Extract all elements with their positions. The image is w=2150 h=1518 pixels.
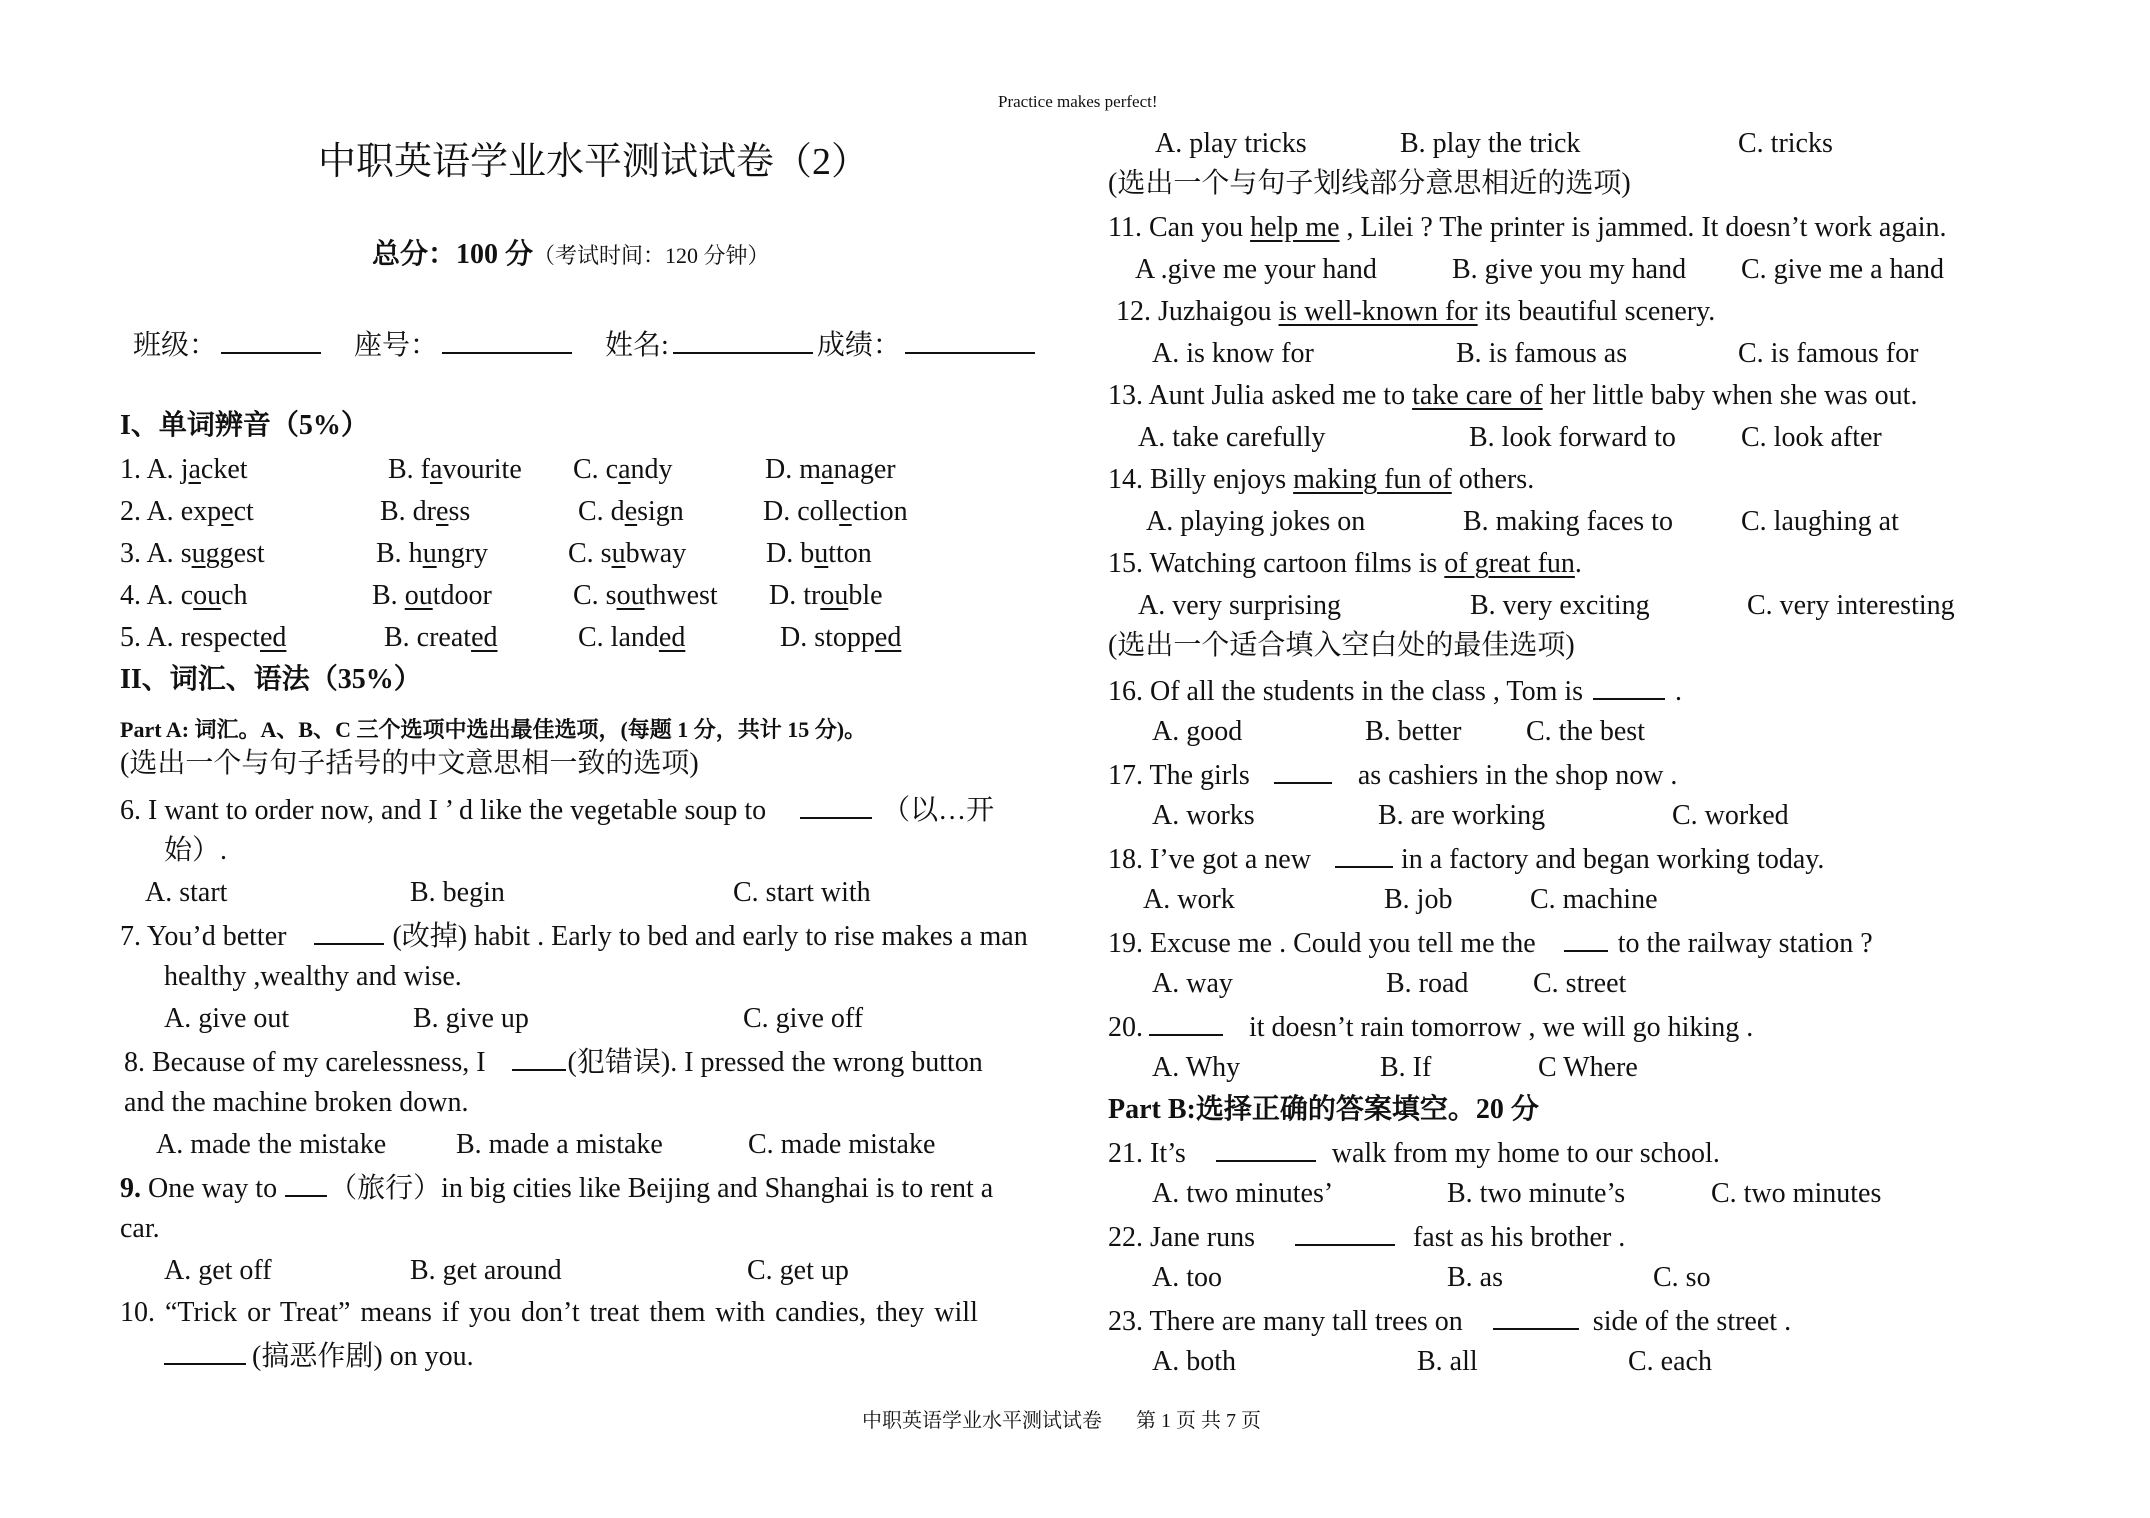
q12-option-b: B. is famous as	[1456, 338, 1628, 369]
q18-option-b: B. job	[1384, 884, 1453, 915]
q14-option-a: A. playing jokes on	[1146, 506, 1366, 537]
part-b-heading: Part B:选择正确的答案填空。20 分	[1108, 1094, 1539, 1125]
q22-option-c: C. so	[1653, 1262, 1711, 1293]
s1-row-3-c: C. subway	[568, 538, 687, 569]
q6-option-b: B. begin	[410, 877, 505, 908]
q13-option-c: C. look after	[1741, 422, 1882, 453]
class-label: 班级：	[133, 330, 218, 361]
seat-field[interactable]	[442, 330, 572, 354]
q12-option-a: A. is know for	[1152, 338, 1314, 369]
s1-row-2-d: D. collection	[763, 496, 908, 527]
q7-line1: 7. You’d better (改掉) habit . Early to bed and early to rise makes a man	[120, 921, 1028, 952]
q15-option-c: C. very interesting	[1747, 590, 1955, 621]
q13-option-a: A. take carefully	[1138, 422, 1326, 453]
q20-option-a: A. Why	[1152, 1052, 1241, 1083]
page-footer	[862, 1404, 1261, 1433]
q9-line1: 9. One way to （旅行）in big cities like Beijing and Shanghai is to rent a	[120, 1173, 994, 1204]
page-title: 中职英语学业水平测试试卷（2）	[318, 141, 870, 183]
total-score: 总分：100 分	[372, 239, 534, 270]
q16-option-b: B. better	[1365, 716, 1462, 747]
exam-time: （考试时间：120 分钟）	[533, 243, 770, 268]
q16-option-c: C. the best	[1526, 716, 1645, 747]
q7-option-c: C. give off	[743, 1003, 864, 1034]
result-field[interactable]	[905, 330, 1035, 354]
q10-option-b: B. play the trick	[1400, 128, 1581, 159]
s1-row-1-num: 1. A. jacket	[120, 454, 248, 485]
name-field[interactable]	[673, 330, 813, 354]
q11-option-a: A .give me your hand	[1135, 254, 1377, 285]
q19-option-a: A. way	[1152, 968, 1233, 999]
q19-option-b: B. road	[1386, 968, 1469, 999]
q22-option-a: A. too	[1152, 1262, 1222, 1293]
q21-option-a: A. two minutes’	[1152, 1178, 1334, 1209]
s1-row-3-b: B. hungry	[376, 538, 489, 569]
q21-option-c: C. two minutes	[1711, 1178, 1882, 1209]
instruction-3: (选出一个适合填入空白处的最佳选项)	[1108, 630, 1575, 661]
q10-line2: (搞恶作剧) on you.	[164, 1341, 474, 1371]
s1-row-3-num: 3. A. suggest	[120, 538, 265, 569]
s1-row-1-b: B. favourite	[388, 454, 522, 485]
q17-option-b: B. are working	[1378, 800, 1546, 831]
q14-option-b: B. making faces to	[1463, 506, 1673, 537]
q6-line1: 6. I want to order now, and I ’ d like the vegetable soup to （以…开	[120, 795, 995, 826]
q7-line2: healthy ,wealthy and wise.	[164, 961, 462, 992]
s1-row-4-d: D. trouble	[769, 580, 883, 611]
q10-option-a: A. play tricks	[1155, 128, 1307, 159]
q13-stem: 13. Aunt Julia asked me to take care of her little baby when she was out.	[1108, 380, 1918, 411]
part-a-heading: Part A: 词汇。A、B、C 三个选项中选出最佳选项，(每题 1 分，共计 15 分)。	[120, 717, 867, 742]
page-header-motto: Practice makes perfect!	[998, 92, 1158, 111]
s1-row-2-c: C. design	[578, 496, 684, 527]
q22-stem: 22. Jane runs fast as his brother .	[1108, 1222, 1626, 1253]
q23-stem: 23. There are many tall trees on side of the street .	[1108, 1306, 1792, 1337]
q10-option-c: C. tricks	[1738, 128, 1833, 159]
footer-title: 中职英语学业水平测试试卷	[862, 1410, 1102, 1432]
q14-option-c: C. laughing at	[1741, 506, 1899, 537]
q6-line2: 始）.	[164, 835, 228, 866]
q12-stem: 12. Juzhaigou is well-known for its beautiful scenery.	[1116, 296, 1716, 327]
q15-option-a: A. very surprising	[1138, 590, 1341, 621]
s1-row-5-b: B. created	[384, 622, 498, 653]
q20-option-b: B. If	[1380, 1052, 1432, 1083]
q17-option-c: C. worked	[1672, 800, 1789, 831]
instruction-2: (选出一个与句子划线部分意思相近的选项)	[1108, 168, 1631, 199]
q15-stem: 15. Watching cartoon films is of great fun.	[1108, 548, 1582, 579]
q23-option-a: A. both	[1152, 1346, 1236, 1377]
q6-option-c: C. start with	[733, 877, 871, 908]
s1-row-4-c: C. southwest	[573, 580, 718, 611]
q7-option-a: A. give out	[164, 1003, 290, 1034]
q8-option-b: B. made a mistake	[456, 1129, 663, 1160]
q6-option-a: A. start	[145, 877, 228, 908]
q8-line1: 8. Because of my carelessness, I (犯错误). I pressed the wrong button	[124, 1047, 983, 1078]
q21-option-b: B. two minute’s	[1447, 1178, 1626, 1209]
q8-option-c: C. made mistake	[748, 1129, 936, 1160]
s1-row-5-num: 5. A. respected	[120, 622, 287, 653]
q19-option-c: C. street	[1533, 968, 1627, 999]
q11-option-c: C. give me a hand	[1741, 254, 1944, 285]
q11-stem: 11. Can you help me , Lilei ? The printer is jammed. It doesn’t work again.	[1108, 212, 1947, 243]
q20-stem: 20. it doesn’t rain tomorrow , we will go hiking .	[1108, 1012, 1754, 1043]
q9-option-b: B. get around	[410, 1255, 562, 1286]
q21-stem: 21. It’s walk from my home to our school.	[1108, 1138, 1720, 1169]
s1-row-2-b: B. dress	[380, 496, 471, 527]
footer-page-number: 第 1 页 共 7 页	[1136, 1410, 1261, 1432]
s1-row-5-c: C. landed	[578, 622, 686, 653]
q22-option-b: B. as	[1447, 1262, 1503, 1293]
q18-option-a: A. work	[1143, 884, 1235, 915]
q9-option-a: A. get off	[164, 1255, 272, 1286]
s1-row-1-c: C. candy	[573, 454, 673, 485]
name-label: 姓名:	[605, 330, 669, 361]
q12-option-c: C. is famous for	[1738, 338, 1919, 369]
student-info	[133, 330, 1039, 360]
s1-row-4-b: B. outdoor	[372, 580, 492, 611]
q11-option-b: B. give you my hand	[1452, 254, 1687, 285]
q14-stem: 14. Billy enjoys making fun of others.	[1108, 464, 1535, 495]
q13-option-b: B. look forward to	[1469, 422, 1676, 453]
q16-stem: 16. Of all the students in the class , Tom is .	[1108, 676, 1683, 707]
q8-option-a: A. made the mistake	[156, 1129, 387, 1160]
s1-row-4-num: 4. A. couch	[120, 580, 248, 611]
q9-line2: car.	[120, 1213, 160, 1244]
q17-option-a: A. works	[1152, 800, 1255, 831]
q18-stem: 18. I’ve got a new in a factory and began working today.	[1108, 844, 1825, 875]
section-1-heading: I、单词辨音（5%）	[120, 410, 369, 441]
class-field[interactable]	[221, 330, 321, 354]
instruction-1: (选出一个与句子括号的中文意思相一致的选项)	[120, 748, 699, 779]
s1-row-3-d: D. button	[766, 538, 872, 569]
q7-option-b: B. give up	[413, 1003, 529, 1034]
q9-option-c: C. get up	[747, 1255, 849, 1286]
q17-stem: 17. The girls as cashiers in the shop now .	[1108, 760, 1678, 791]
score-line	[372, 232, 770, 272]
q10-line1: 10. “Trick or Treat” means if you don’t treat them with candies, they will	[120, 1297, 978, 1328]
q18-option-c: C. machine	[1530, 884, 1658, 915]
q19-stem: 19. Excuse me . Could you tell me the to the railway station ?	[1108, 928, 1873, 959]
s1-row-2-num: 2. A. expect	[120, 496, 254, 527]
result-label: 成绩：	[816, 330, 901, 361]
q8-line2: and the machine broken down.	[124, 1087, 469, 1118]
section-2-heading: II、词汇、语法（35%）	[120, 664, 422, 695]
q23-option-b: B. all	[1417, 1346, 1478, 1377]
q23-option-c: C. each	[1628, 1346, 1712, 1377]
q16-option-a: A. good	[1152, 716, 1243, 747]
s1-row-1-d: D. manager	[765, 454, 896, 485]
q20-option-c: C Where	[1538, 1052, 1638, 1083]
q15-option-b: B. very exciting	[1470, 590, 1650, 621]
seat-label: 座号：	[354, 330, 439, 361]
s1-row-5-d: D. stopped	[780, 622, 902, 653]
